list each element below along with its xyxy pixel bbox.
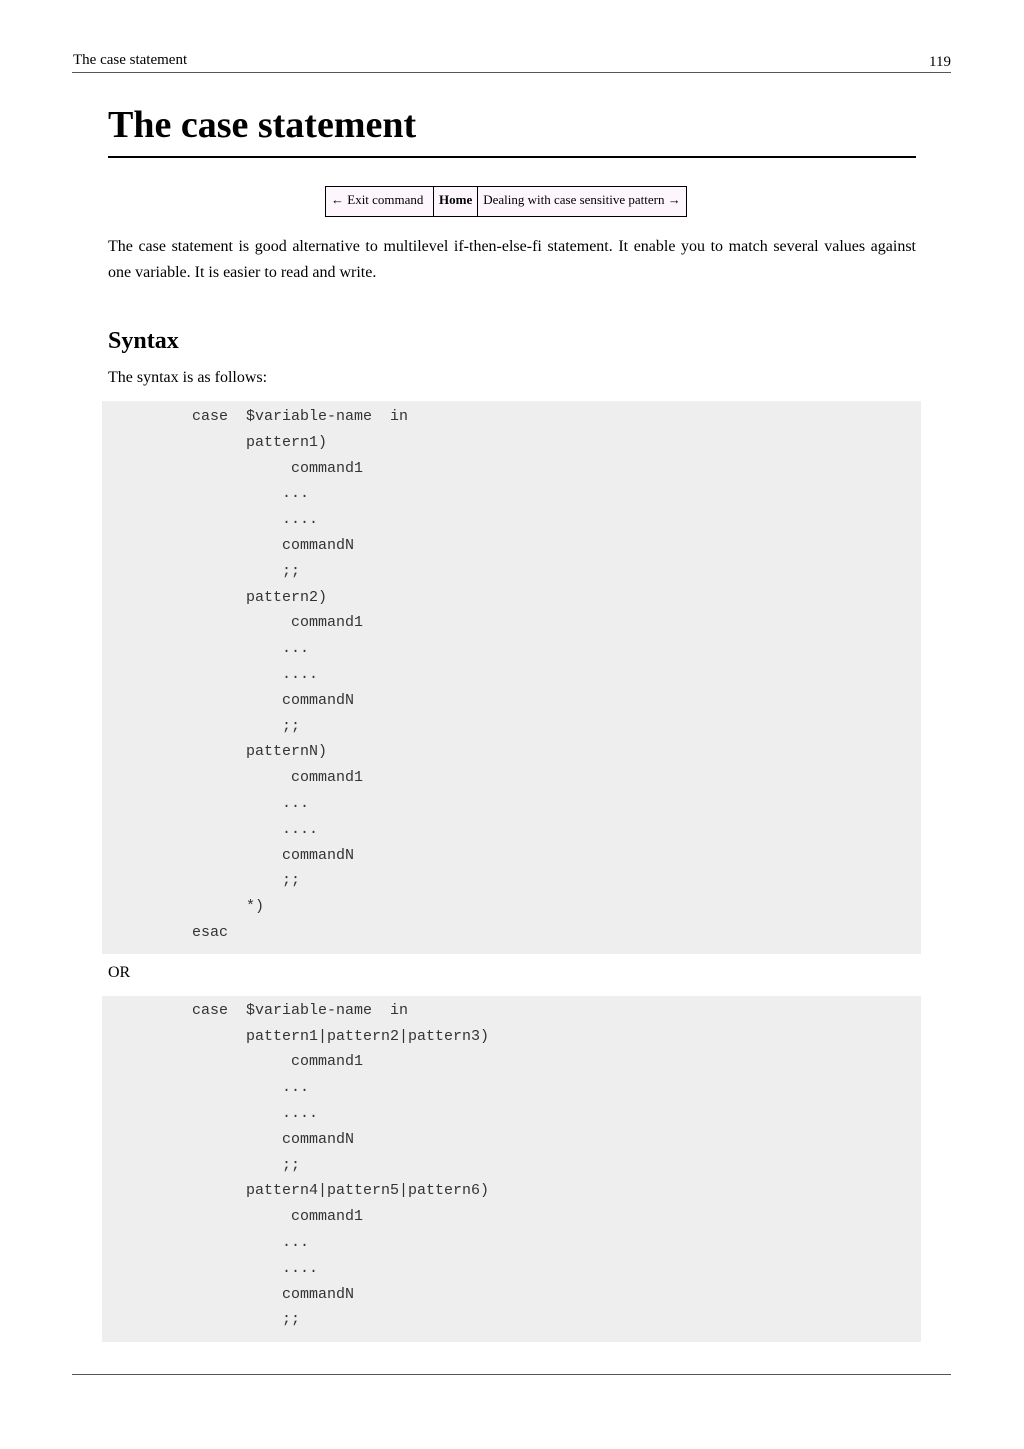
code-line: ;;: [102, 562, 301, 580]
article-content: [102, 100, 916, 1342]
code-line: command1: [102, 1053, 364, 1071]
code-line: command1: [102, 1208, 364, 1226]
code-line: commandN: [102, 1130, 355, 1148]
running-title: The case statement: [73, 52, 188, 68]
or-text: OR: [108, 963, 131, 981]
code-line: commandN: [102, 846, 355, 864]
code-line: ;;: [102, 1311, 301, 1329]
code-line: ....: [102, 820, 319, 838]
page-title: The case statement: [108, 100, 916, 158]
nav-next-link[interactable]: Dealing with case sensitive pattern →: [478, 187, 686, 217]
footer-rule: [72, 1374, 951, 1375]
code-line: case $variable-name in: [102, 1001, 409, 1019]
code-block-alternative: [102, 996, 921, 1342]
page-number: 119: [929, 54, 951, 70]
code-line: command1: [102, 459, 364, 477]
code-line: esac: [102, 923, 229, 941]
code-line: ....: [102, 1104, 319, 1122]
code-line: ....: [102, 1259, 319, 1277]
code-line: pattern2): [102, 588, 328, 606]
code-line: ....: [102, 665, 319, 683]
code-line: ;;: [102, 717, 301, 735]
code-line: ;;: [102, 872, 301, 890]
code-line: pattern4|pattern5|pattern6): [102, 1182, 490, 1200]
syntax-heading: Syntax: [108, 328, 179, 354]
code-line: commandN: [102, 536, 355, 554]
code-line: pattern1|pattern2|pattern3): [102, 1027, 490, 1045]
nav-home-link[interactable]: Home: [434, 187, 478, 217]
code-line: *): [102, 898, 265, 916]
code-line: ...: [102, 640, 310, 658]
code-line: ...: [102, 1079, 310, 1097]
nav-prev-link[interactable]: ← Exit command: [326, 187, 434, 217]
code-block-syntax: [102, 401, 921, 954]
code-line: command1: [102, 769, 364, 787]
syntax-lead: The syntax is as follows:: [108, 369, 268, 386]
code-line: ...: [102, 794, 310, 812]
code-line: commandN: [102, 691, 355, 709]
code-line: command1: [102, 614, 364, 632]
code-line: ;;: [102, 1156, 301, 1174]
code-line: commandN: [102, 1285, 355, 1303]
code-line: ...: [102, 485, 310, 503]
code-line: pattern1): [102, 433, 328, 451]
code-line: case $variable-name in: [102, 408, 409, 425]
page-header: [72, 50, 951, 73]
navigation-box: [325, 186, 687, 217]
code-line: ....: [102, 511, 319, 529]
code-line: ...: [102, 1233, 310, 1251]
intro-paragraph: The case statement is good alternative to multilevel if-then-else-fi statement. It enable you to match several values against one variable. It is easier to read and write.: [108, 238, 916, 281]
code-line: patternN): [102, 743, 328, 761]
